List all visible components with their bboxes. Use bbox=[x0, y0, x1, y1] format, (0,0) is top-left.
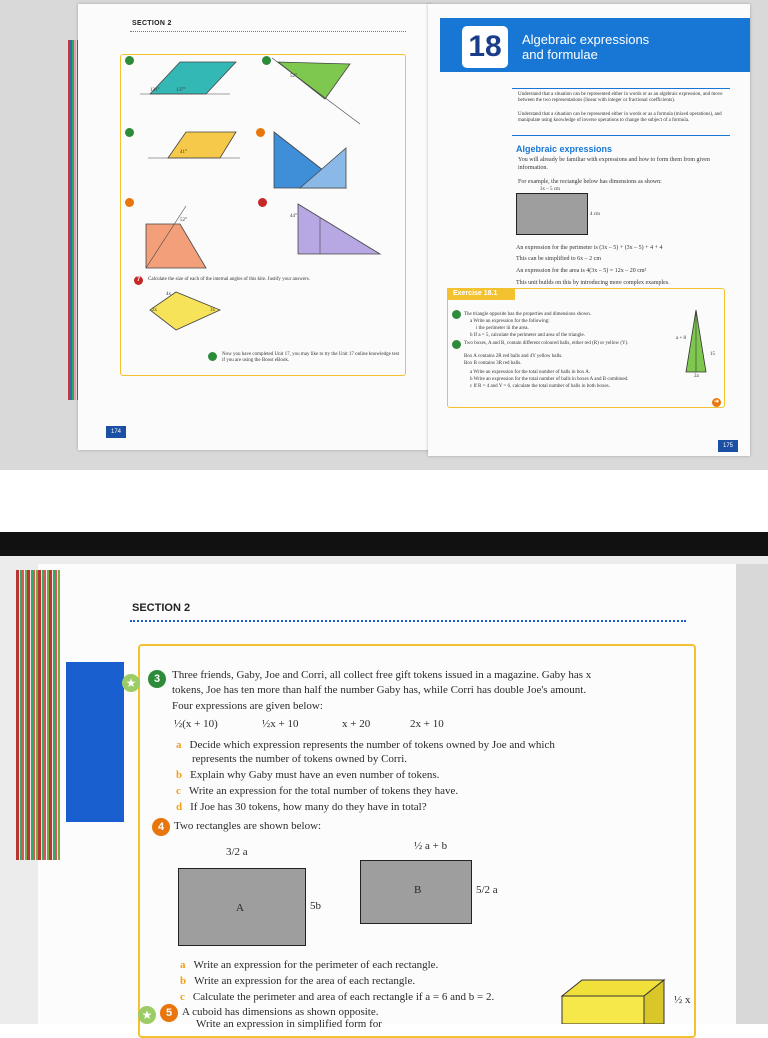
exercise-line: a Write an expression for the total number of balls in box A. bbox=[470, 370, 591, 375]
exercise-line: b Write an expression for the total number of balls in boxes A and B combined. bbox=[470, 377, 629, 382]
triangle-label: a + 8 bbox=[676, 336, 687, 341]
trapezium-shape bbox=[146, 224, 206, 268]
exercise-line: c If R = 4 and Y = 6, calculate the total number of balls in both boxes. bbox=[470, 384, 610, 389]
angle-label: 52° bbox=[180, 218, 187, 223]
bottom-page-edge-tabs bbox=[16, 570, 60, 860]
triangle-label: 2a bbox=[694, 374, 699, 379]
exercise-line: Two boxes, A and B, contain different coloured balls, either red (R) or yellow (Y). bbox=[464, 341, 629, 346]
exercise-triangle bbox=[684, 308, 708, 374]
angle-label: 52° bbox=[290, 74, 297, 79]
q3-line-3: Four expressions are given below: bbox=[172, 700, 323, 712]
objective-bullet-1: Understand that a situation can be represented either in words or as an algebraic expression, and move between the two representations (linear with integer or fractional coefficients). bbox=[518, 92, 723, 103]
simplified-line: This can be simplified to 6x – 2 cm bbox=[516, 256, 601, 262]
star-icon: ★ bbox=[122, 674, 140, 692]
exercise-title: Exercise 18.1 bbox=[447, 288, 515, 300]
continue-arrow-icon: ➜ bbox=[713, 399, 720, 405]
chapter-title-line-1: Algebraic expressions bbox=[522, 32, 650, 47]
question-7-text: Calculate the size of each of the internal angles of this kite. Justify your answers. bbox=[148, 277, 310, 282]
part-text: If Joe has 30 tokens, how many do they have in total? bbox=[190, 801, 427, 813]
q3-part-c bbox=[176, 784, 676, 798]
part-letter: b bbox=[180, 975, 187, 987]
q3-part-a bbox=[176, 738, 676, 752]
q5-text-2: Write an expression in simplified form for bbox=[196, 1018, 382, 1030]
question-3-number: 3 bbox=[148, 670, 166, 688]
exercise-line: Box B contains 3R red balls. bbox=[464, 361, 522, 366]
rect-a-name: A bbox=[236, 902, 244, 914]
bottom-section-rule bbox=[130, 620, 686, 622]
cuboid-figure bbox=[552, 976, 672, 1024]
objective-bullet-2: Understand that a situation can be represented either in words or as a formula (mixed operations), and manipulate using knowledge of inverse operations to change the subject of a formula. bbox=[518, 112, 722, 123]
angle-label: 41° bbox=[180, 150, 187, 155]
part-text: Write an expression for the perimeter of each rectangle. bbox=[193, 959, 439, 971]
intro-text: You will already be familiar with expressions and how to form them from given information. bbox=[518, 157, 710, 171]
objectives-rule bbox=[512, 88, 730, 89]
footer-note: Now you have completed Unit 17, you may like to try the Unit 17 online knowledge test if you are using the Boost eBook. bbox=[222, 352, 400, 363]
angle-label: 44° bbox=[290, 214, 297, 219]
chapter-title-line-2: and formulae bbox=[522, 47, 598, 62]
rectangle-top-label: 3x – 5 cm bbox=[540, 187, 560, 192]
knowledge-test-icon bbox=[208, 352, 217, 361]
question-4-number: 4 bbox=[152, 818, 170, 836]
part-letter: a bbox=[176, 739, 182, 751]
q3-line-2: tokens, Joe has ten more than half the number Gaby has, while Corri has double Joe's amount. bbox=[172, 684, 587, 696]
bottom-section-label: SECTION 2 bbox=[132, 602, 191, 614]
objectives-rule bbox=[512, 135, 730, 136]
part-letter: c bbox=[180, 991, 185, 1003]
scan-divider bbox=[0, 532, 768, 558]
question-7-marker: 7 bbox=[134, 276, 143, 285]
intro-text: For example, the rectangle below has dimensions as shown: bbox=[518, 179, 662, 185]
exercise-q2-marker bbox=[452, 340, 461, 349]
perimeter-line: An expression for the perimeter is (3x – 5) + (3x – 5) + 4 + 4 bbox=[516, 245, 663, 251]
parallelogram-shape bbox=[150, 62, 236, 94]
page-number-175: 175 bbox=[718, 440, 738, 452]
chapter-number: 18 bbox=[462, 26, 508, 68]
cuboid-label: ½ x bbox=[674, 994, 691, 1006]
exercise-q1-marker bbox=[452, 310, 461, 319]
next-page-edge bbox=[736, 564, 768, 1024]
angle-label: 137° bbox=[176, 88, 186, 93]
part-letter: d bbox=[176, 801, 183, 813]
chapter-title bbox=[522, 32, 649, 62]
q4-text: Two rectangles are shown below: bbox=[174, 820, 322, 832]
part-letter: c bbox=[176, 785, 181, 797]
q3-line-1: Three friends, Gaby, Joe and Corri, all collect free gift tokens issued in a magazine. Gaby has x bbox=[172, 669, 592, 681]
exercise-line: a Write an expression for the following: bbox=[470, 319, 550, 324]
part-letter: a bbox=[180, 959, 186, 971]
triangle-label: 15 bbox=[710, 352, 715, 357]
page-number-174: 174 bbox=[106, 426, 126, 438]
question-5-number: 5 bbox=[160, 1004, 178, 1022]
part-text: Write an expression for the area of each rectangle. bbox=[194, 975, 416, 987]
part-text: represents the number of tokens owned by Corri. bbox=[192, 753, 408, 765]
expression-3: x + 20 bbox=[342, 718, 371, 730]
exercise-line: i the perimeter iii the area. bbox=[476, 326, 529, 331]
star-icon: ★ bbox=[138, 1006, 156, 1024]
part-text: Explain why Gaby must have an even number of tokens. bbox=[190, 769, 440, 781]
area-line: An expression for the area is 4(3x – 5) = 12x – 20 cm² bbox=[516, 268, 647, 274]
section-label: SECTION 2 bbox=[132, 20, 172, 27]
section-rule bbox=[130, 31, 406, 32]
q3-part-b bbox=[176, 768, 676, 782]
part-text: Write an expression for the total number of tokens they have. bbox=[188, 785, 459, 797]
part-text: Calculate the perimeter and area of each rectangle if a = 6 and b = 2. bbox=[192, 991, 495, 1003]
rect-a-top-label: 3/2 a bbox=[226, 846, 248, 858]
angle-label: 2x bbox=[152, 308, 157, 313]
expression-2: ½x + 10 bbox=[262, 718, 299, 730]
angle-label: 3x bbox=[210, 308, 215, 313]
triangle-shape bbox=[278, 62, 350, 99]
right-triangle-shape bbox=[298, 204, 380, 254]
rect-b-side-label: 5/2 a bbox=[476, 884, 498, 896]
example-rectangle bbox=[516, 193, 588, 235]
angle-figures bbox=[120, 54, 410, 354]
expression-4: 2x + 10 bbox=[410, 718, 444, 730]
rectangle-side-label: 4 cm bbox=[590, 212, 600, 217]
rect-b-name: B bbox=[414, 884, 422, 896]
angle-label: 4x bbox=[166, 292, 171, 297]
q3-part-d bbox=[176, 800, 676, 814]
q3-part-a-cont bbox=[192, 752, 672, 766]
exercise-line: b If a = 5, calculate the perimeter and area of the triangle. bbox=[470, 333, 585, 338]
exercise-line: The triangle opposite has the properties and dimensions shown. bbox=[464, 312, 592, 317]
exercise-line: Box A contains 2R red balls and 4Y yellow balls. bbox=[464, 354, 563, 359]
angle-label: 131° bbox=[150, 88, 160, 93]
parallelogram-yellow-shape bbox=[168, 132, 236, 158]
builds-line: This unit builds on this by introducing more complex examples. bbox=[516, 280, 670, 286]
section-heading: Algebraic expressions bbox=[516, 144, 613, 154]
q5-text: A cuboid has dimensions as shown opposite. bbox=[182, 1006, 379, 1018]
part-letter: b bbox=[176, 769, 183, 781]
part-text: Decide which expression represents the number of tokens owned by Joe and which bbox=[189, 739, 555, 751]
section-color-tab bbox=[66, 662, 124, 822]
rect-a-side-label: 5b bbox=[310, 900, 321, 912]
rect-b-top-label: ½ a + b bbox=[414, 840, 448, 852]
q4-part-a bbox=[180, 958, 680, 972]
expression-1: ½(x + 10) bbox=[174, 718, 218, 730]
